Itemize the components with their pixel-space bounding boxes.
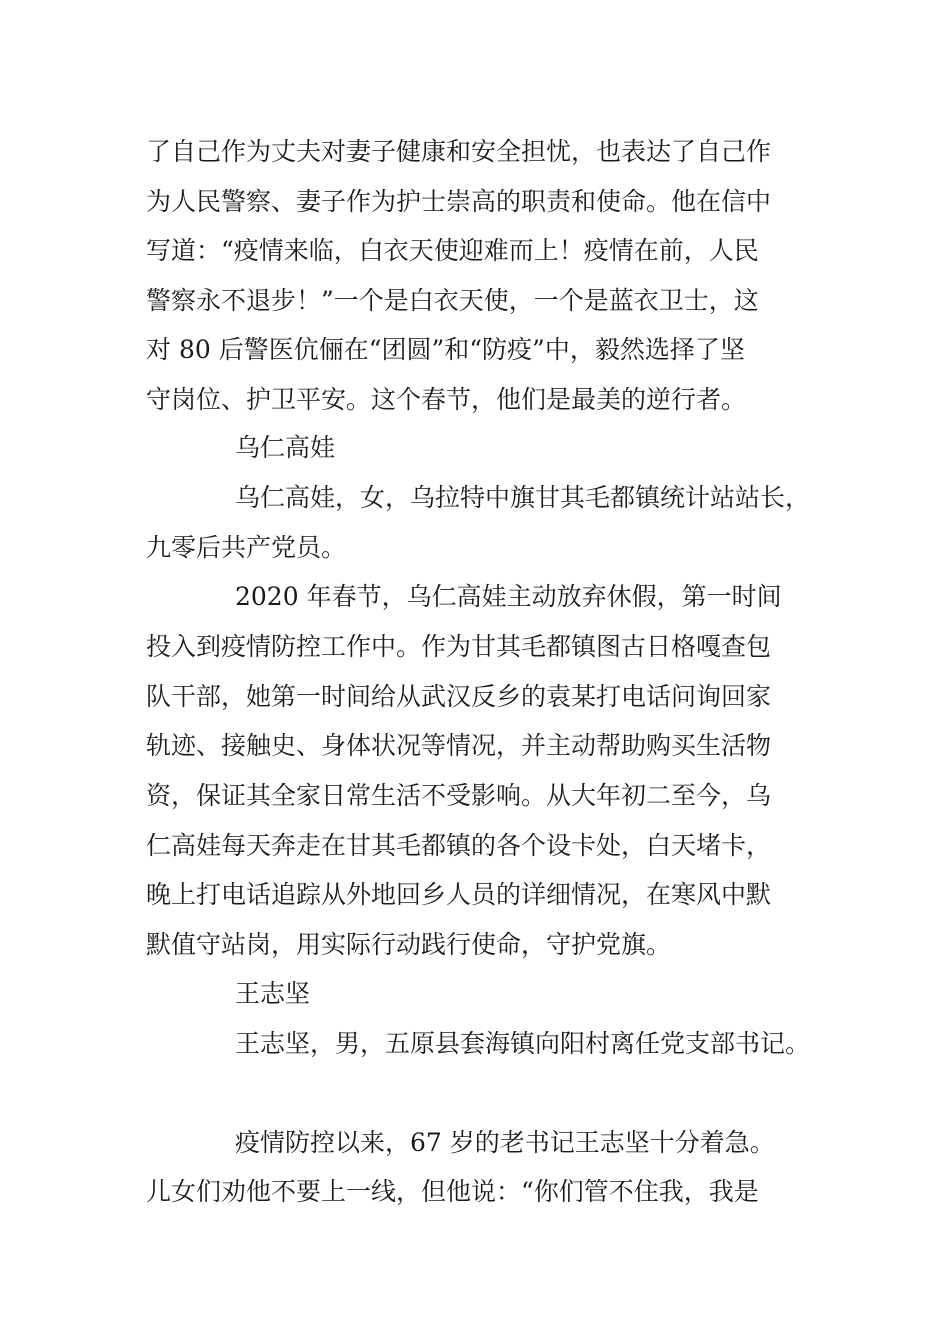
paragraph-line: 乌仁高娃，女，乌拉特中旗甘其毛都镇统计站站长， [235,483,811,512]
paragraph-line: 对 80 后警医伉俪在“团圆”和“防疫”中，毅然选择了坚 [146,335,745,364]
section-heading-wangzhijian: 王志坚 [235,979,311,1008]
paragraph-line: 儿女们劝他不要上一线，但他说：“你们管不住我，我是 [146,1177,759,1206]
paragraph-line: 王志坚，男，五原县套海镇向阳村离任党支部书记。 [235,1029,811,1058]
paragraph-line: 2020 年春节，乌仁高娃主动放弃休假，第一时间 [235,582,782,611]
paragraph-line: 队干部，她第一时间给从武汉反乡的袁某打电话问询回家 [146,682,772,711]
paragraph-line: 警察永不退步！”一个是白衣天使，一个是蓝衣卫士，这 [146,286,759,315]
paragraph-line: 晚上打电话追踪从外地回乡人员的详细情况，在寒风中默 [146,880,772,909]
paragraph-line: 守岗位、护卫平安。这个春节，他们是最美的逆行者。 [146,385,747,414]
paragraph-line: 写道：“疫情来临，白衣天使迎难而上！疫情在前，人民 [146,236,759,265]
paragraph-line: 疫情防控以来，67 岁的老书记王志坚十分着急。 [235,1128,775,1157]
paragraph-line: 为人民警察、妻子作为护士崇高的职责和使命。他在信中 [146,187,772,216]
paragraph-line: 资，保证其全家日常生活不受影响。从大年初二至今，乌 [146,781,772,810]
paragraph-line: 九零后共产党员。 [146,533,347,562]
paragraph-line: 仁高娃每天奔走在甘其毛都镇的各个设卡处，白天堵卡， [146,831,772,860]
section-heading-wurengaowa: 乌仁高娃 [235,433,336,462]
paragraph-line: 投入到疫情防控工作中。作为甘其毛都镇图古日格嘎查包 [146,632,772,661]
paragraph-line: 了自己作为丈夫对妻子健康和安全担忧，也表达了自己作 [146,137,772,166]
paragraph-line: 默值守站岗，用实际行动践行使命，守护党旗。 [146,930,672,959]
paragraph-line: 轨迹、接触史、身体状况等情况，并主动帮助购买生活物 [146,731,772,760]
